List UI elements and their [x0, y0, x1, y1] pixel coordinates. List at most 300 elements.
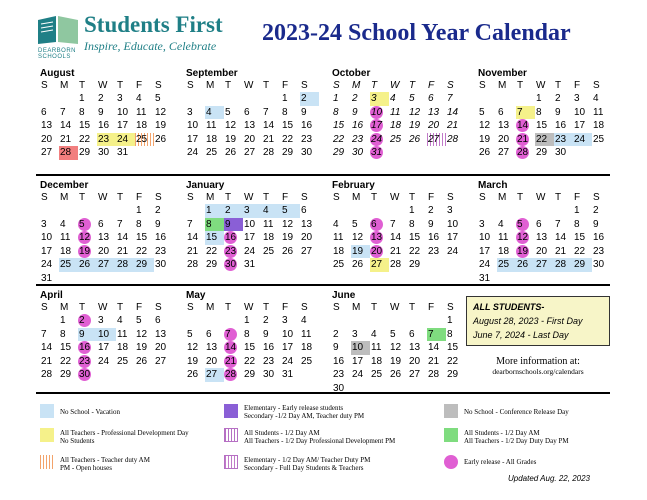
weekday-header: S: [593, 80, 600, 91]
month-days: [40, 192, 180, 286]
weekday-header: F: [428, 302, 435, 313]
weekday-header: T: [79, 192, 86, 203]
day-cell: 15: [136, 232, 148, 244]
day-cell: 21: [447, 120, 459, 132]
updated-note: Updated Aug. 22, 2023: [508, 474, 590, 483]
day-cell: 15: [333, 120, 345, 132]
empty-day: [205, 314, 224, 328]
day-cell: 19: [282, 232, 294, 244]
day-cell: 29: [60, 369, 72, 381]
weekday-header: W: [98, 80, 108, 91]
day-cell: 11: [206, 120, 217, 132]
empty-day: [370, 204, 389, 218]
day-cell: 3: [370, 92, 389, 106]
day-cell: 18: [60, 245, 72, 257]
day-cell: 5: [516, 218, 535, 232]
weekday-header: F: [136, 192, 143, 203]
legend-half-swatch: [224, 428, 238, 442]
day-cell: 14: [41, 342, 53, 354]
weekday-header: F: [428, 192, 435, 203]
day-cell: 17: [187, 133, 199, 145]
day-cell: 26: [409, 133, 421, 145]
day-cell: 23: [224, 245, 243, 259]
logo-title: Students First: [84, 12, 223, 37]
day-cell: 23: [301, 133, 313, 145]
day-cell: 3: [352, 328, 358, 340]
day-cell: 16: [555, 120, 567, 132]
day-cell: 20: [536, 245, 548, 257]
day-cell: 11: [333, 232, 344, 244]
day-cell: 10: [187, 120, 199, 132]
day-cell: 2: [352, 93, 358, 104]
weekday-header: T: [371, 192, 378, 203]
day-cell: 25: [59, 258, 78, 272]
day-cell: 26: [225, 147, 237, 159]
day-cell: 17: [117, 120, 129, 132]
day-cell: 4: [205, 106, 224, 120]
day-cell: 19: [351, 245, 370, 259]
weekday-header: S: [333, 302, 340, 313]
weekday-header: W: [536, 192, 546, 203]
weekday-header: T: [263, 192, 270, 203]
day-cell: 5: [187, 328, 193, 340]
day-cell: 5: [281, 204, 300, 218]
weekday-header: T: [263, 80, 270, 91]
day-cell: 9: [78, 328, 97, 342]
day-cell: 5: [352, 218, 358, 230]
weekday-header: M: [60, 192, 69, 203]
day-cell: 15: [205, 231, 224, 245]
day-cell: 6: [301, 205, 307, 216]
day-cell: 13: [536, 232, 548, 244]
day-cell: 8: [333, 106, 339, 118]
day-cell: 27: [370, 258, 389, 272]
weekday-header: S: [447, 192, 454, 203]
month-december: [40, 180, 180, 286]
day-cell: 26: [187, 369, 199, 381]
day-cell: 4: [60, 218, 66, 230]
day-cell: 27: [244, 147, 256, 159]
day-cell: 3: [447, 205, 453, 216]
day-cell: 6: [498, 106, 504, 118]
day-cell: 9: [352, 106, 358, 118]
day-cell: 15: [574, 232, 586, 244]
day-cell: 19: [390, 355, 402, 367]
logo-tagline: Inspire, Educate, Celebrate: [84, 39, 217, 53]
day-cell: 9: [98, 106, 104, 118]
weekday-header: T: [371, 80, 378, 91]
day-cell: 13: [498, 120, 510, 132]
empty-day: [186, 92, 205, 106]
day-cell: 8: [60, 328, 66, 340]
day-cell: 9: [593, 218, 599, 230]
legend-duty-b: PM - Open houses: [60, 464, 112, 472]
day-cell: 4: [333, 218, 339, 230]
day-cell: 6: [206, 328, 212, 340]
day-cell: 18: [301, 342, 313, 354]
day-cell: 14: [60, 120, 72, 132]
empty-day: [478, 92, 497, 106]
day-cell: 17: [41, 245, 53, 257]
day-cell: 12: [187, 342, 199, 354]
legend-early-swatch: [444, 455, 458, 469]
day-cell: 25: [301, 355, 313, 367]
day-cell: 6: [536, 218, 542, 230]
day-cell: 12: [136, 328, 148, 340]
day-cell: 22: [574, 245, 586, 257]
day-cell: 16: [352, 120, 364, 132]
empty-day: [516, 92, 535, 106]
day-cell: 7: [224, 328, 243, 342]
day-cell: 30: [155, 259, 167, 271]
legend-green-b: All Teachers - 1/2 Day Duty Day PM: [464, 437, 569, 445]
legend-conf-swatch: [444, 404, 458, 418]
day-cell: 3: [187, 106, 193, 118]
legend-duty-a: All Teachers - Teacher duty AM: [60, 456, 150, 464]
weekday-header: T: [263, 302, 270, 313]
day-cell: 3: [574, 93, 580, 104]
day-cell: 1: [136, 205, 142, 216]
day-cell: 13: [301, 218, 313, 230]
day-cell: 30: [301, 147, 313, 159]
empty-day: [408, 314, 427, 328]
day-cell: 30: [593, 259, 605, 271]
day-cell: 11: [593, 106, 604, 118]
day-cell: 21: [263, 133, 275, 145]
day-cell: 21: [60, 133, 72, 145]
legend-purple-a: Elementary - Early release students: [244, 404, 344, 412]
day-cell: 5: [78, 218, 97, 232]
weekday-header: W: [98, 302, 108, 313]
day-cell: 6: [41, 106, 47, 118]
month-february: [332, 180, 472, 272]
day-cell: 13: [155, 328, 167, 340]
day-cell: 23: [593, 245, 605, 257]
legend-green-swatch: [444, 428, 458, 442]
weekday-header: F: [574, 192, 581, 203]
day-cell: 19: [409, 120, 421, 132]
day-cell: 28: [428, 369, 440, 381]
legend-purple-swatch: [224, 404, 238, 418]
day-cell: 21: [555, 245, 567, 257]
day-cell: 30: [352, 147, 364, 159]
day-cell: 17: [282, 342, 294, 354]
day-cell: 28: [59, 146, 78, 160]
day-cell: 17: [574, 120, 586, 132]
day-cell: 13: [428, 106, 440, 118]
day-cell: 30: [555, 147, 567, 159]
day-cell: 12: [155, 106, 167, 118]
empty-day: [59, 92, 78, 106]
weekday-header: S: [301, 80, 308, 91]
day-cell: 14: [555, 232, 567, 244]
day-cell: 3: [117, 93, 123, 104]
day-cell: 23: [97, 133, 116, 147]
day-cell: 7: [390, 218, 396, 230]
day-cell: 20: [498, 133, 510, 145]
more-info-label: More information at:: [496, 356, 580, 367]
day-cell: 26: [155, 133, 167, 145]
day-cell: 4: [390, 93, 396, 104]
month-june: [332, 290, 472, 396]
day-cell: 21: [187, 245, 199, 257]
weekday-header: S: [41, 192, 48, 203]
day-cell: 13: [409, 342, 421, 354]
day-cell: 21: [41, 355, 53, 367]
day-cell: 31: [117, 147, 129, 159]
day-cell: 23: [263, 355, 275, 367]
month-days: [332, 302, 472, 396]
day-cell: 20: [370, 245, 389, 259]
day-cell: 15: [244, 342, 256, 354]
day-cell: 12: [225, 120, 237, 132]
day-cell: 27: [427, 133, 446, 147]
day-cell: 8: [536, 106, 542, 118]
weekday-header: T: [79, 302, 86, 313]
day-cell: 17: [370, 119, 389, 133]
month-name: March: [478, 180, 508, 191]
day-cell: 29: [447, 369, 459, 381]
empty-day: [389, 314, 408, 328]
weekday-header: W: [390, 302, 400, 313]
weekday-header: S: [301, 302, 308, 313]
month-november: [478, 68, 618, 160]
weekday-header: F: [282, 80, 289, 91]
day-cell: 29: [244, 369, 256, 381]
month-march: [478, 180, 618, 286]
day-cell: 1: [205, 204, 224, 218]
day-cell: 14: [447, 106, 459, 118]
day-cell: 13: [98, 232, 110, 244]
day-cell: 7: [516, 106, 535, 120]
day-cell: 10: [117, 106, 129, 118]
weekday-header: M: [352, 80, 361, 91]
day-cell: 29: [206, 259, 218, 271]
info-last-day: June 7, 2024 - Last Day: [473, 330, 569, 340]
day-cell: 28: [224, 368, 243, 382]
day-cell: 22: [333, 133, 345, 145]
day-cell: 10: [574, 106, 586, 118]
month-april: [40, 290, 180, 382]
day-cell: 31: [479, 272, 491, 284]
day-cell: 23: [554, 133, 573, 147]
day-cell: 18: [371, 355, 383, 367]
day-cell: 13: [370, 231, 389, 245]
day-cell: 5: [390, 328, 396, 340]
month-days: [40, 80, 180, 160]
day-cell: 16: [155, 232, 167, 244]
weekday-header: F: [428, 80, 435, 91]
day-cell: 24: [187, 147, 199, 159]
day-cell: 30: [333, 382, 345, 394]
day-cell: 23: [333, 369, 345, 381]
day-cell: 12: [390, 342, 402, 354]
month-name: October: [332, 68, 371, 79]
day-cell: 7: [117, 218, 123, 230]
weekday-header: S: [41, 302, 48, 313]
day-cell: 1: [60, 315, 66, 326]
weekday-header: T: [79, 80, 86, 91]
weekday-header: M: [206, 80, 215, 91]
day-cell: 26: [390, 369, 402, 381]
day-cell: 10: [282, 328, 294, 340]
day-cell: 21: [516, 133, 535, 147]
day-cell: 27: [97, 258, 116, 272]
empty-day: [389, 204, 408, 218]
day-cell: 3: [243, 204, 262, 218]
day-cell: 8: [79, 106, 85, 118]
day-cell: 27: [301, 245, 313, 257]
empty-day: [243, 92, 262, 106]
more-info-url[interactable]: dearbornschools.org/calendars: [492, 367, 584, 376]
day-cell: 23: [428, 245, 440, 257]
empty-day: [262, 92, 281, 106]
day-cell: 2: [300, 92, 319, 106]
day-cell: 24: [98, 355, 110, 367]
day-cell: 15: [409, 232, 421, 244]
day-cell: 11: [136, 106, 147, 118]
weekday-header: F: [282, 302, 289, 313]
day-cell: 28: [263, 147, 275, 159]
day-cell: 14: [516, 119, 535, 133]
weekday-header: T: [225, 80, 232, 91]
day-cell: 31: [41, 272, 53, 284]
day-cell: 2: [263, 315, 269, 326]
day-cell: 27: [205, 368, 224, 382]
day-cell: 18: [498, 245, 510, 257]
day-cell: 15: [447, 342, 459, 354]
day-cell: 5: [155, 93, 161, 104]
day-cell: 8: [136, 218, 142, 230]
day-cell: 21: [224, 355, 243, 369]
day-cell: 22: [206, 245, 218, 257]
day-cell: 16: [98, 120, 110, 132]
empty-day: [116, 204, 135, 218]
day-cell: 30: [78, 368, 97, 382]
day-cell: 15: [60, 342, 72, 354]
weekday-header: S: [155, 192, 162, 203]
month-name: August: [40, 68, 75, 79]
legend-green-a: All Students - 1/2 Day AM: [464, 429, 540, 437]
month-days: [186, 192, 326, 272]
day-cell: 15: [79, 120, 91, 132]
day-cell: 14: [263, 120, 275, 132]
day-cell: 20: [301, 232, 313, 244]
day-cell: 24: [573, 133, 592, 147]
day-cell: 22: [79, 133, 91, 145]
empty-day: [554, 204, 573, 218]
month-name: April: [40, 290, 63, 301]
weekday-header: T: [409, 80, 416, 91]
day-cell: 12: [409, 106, 421, 118]
month-january: [186, 180, 326, 272]
day-cell: 27: [155, 355, 167, 367]
day-cell: 26: [479, 147, 491, 159]
weekday-header: S: [41, 80, 48, 91]
empty-day: [59, 204, 78, 218]
row-divider-2: [36, 284, 610, 286]
day-cell: 17: [98, 342, 110, 354]
day-cell: 30: [98, 147, 110, 159]
weekday-header: W: [536, 80, 546, 91]
day-cell: 18: [263, 232, 275, 244]
legend-purple-b: Secondary -1/2 Day AM, Teacher duty PM: [244, 412, 365, 420]
legend-pd-b: No Students: [60, 437, 95, 445]
day-cell: 2: [155, 205, 161, 216]
header: [0, 0, 647, 62]
day-cell: 10: [41, 232, 53, 244]
day-cell: 23: [155, 245, 167, 257]
legend-early: Early release - All Grades: [464, 458, 537, 466]
day-cell: 4: [136, 93, 142, 104]
day-cell: 11: [117, 328, 128, 340]
day-cell: 20: [155, 342, 167, 354]
weekday-header: M: [498, 192, 507, 203]
day-cell: 26: [136, 355, 148, 367]
day-cell: 16: [428, 232, 440, 244]
day-cell: 6: [98, 218, 104, 230]
day-cell: 15: [282, 120, 294, 132]
empty-day: [497, 204, 516, 218]
day-cell: 24: [41, 259, 53, 271]
day-cell: 12: [516, 231, 535, 245]
day-cell: 25: [333, 259, 345, 271]
day-cell: 28: [116, 258, 135, 272]
month-august: [40, 68, 180, 160]
day-cell: 20: [428, 120, 440, 132]
day-cell: 22: [282, 133, 294, 145]
day-cell: 2: [224, 204, 243, 218]
row-divider-1: [36, 174, 610, 176]
empty-day: [478, 204, 497, 218]
weekday-header: M: [352, 302, 361, 313]
row-divider-3: [36, 392, 610, 394]
day-cell: 20: [409, 355, 421, 367]
empty-day: [78, 204, 97, 218]
month-name: September: [186, 68, 238, 79]
day-cell: 18: [117, 342, 129, 354]
day-cell: 20: [244, 133, 256, 145]
day-cell: 9: [301, 106, 307, 118]
day-cell: 14: [224, 341, 243, 355]
legend-stripe-b: Secondary - Full Day Students & Teachers: [244, 464, 364, 472]
month-days: [186, 302, 326, 382]
day-cell: 25: [206, 147, 218, 159]
day-cell: 17: [352, 355, 364, 367]
day-cell: 1: [79, 93, 85, 104]
month-days: [186, 80, 326, 160]
day-cell: 1: [447, 315, 453, 326]
day-cell: 16: [333, 355, 345, 367]
day-cell: 7: [447, 93, 453, 104]
day-cell: 3: [479, 218, 485, 230]
day-cell: 7: [263, 106, 269, 118]
weekday-header: M: [60, 80, 69, 91]
day-cell: 30: [263, 369, 275, 381]
day-cell: 26: [78, 258, 97, 272]
day-cell: 24: [479, 259, 491, 271]
legend-stripe-swatch: [224, 455, 238, 469]
day-cell: 26: [352, 259, 364, 271]
weekday-header: T: [517, 192, 524, 203]
legend-pd-a: All Teachers - Professional Development Day: [60, 429, 189, 437]
weekday-header: W: [244, 302, 254, 313]
day-cell: 28: [554, 258, 573, 272]
weekday-header: S: [155, 302, 162, 313]
weekday-header: S: [333, 192, 340, 203]
empty-day: [427, 314, 446, 328]
weekday-header: T: [555, 80, 562, 91]
